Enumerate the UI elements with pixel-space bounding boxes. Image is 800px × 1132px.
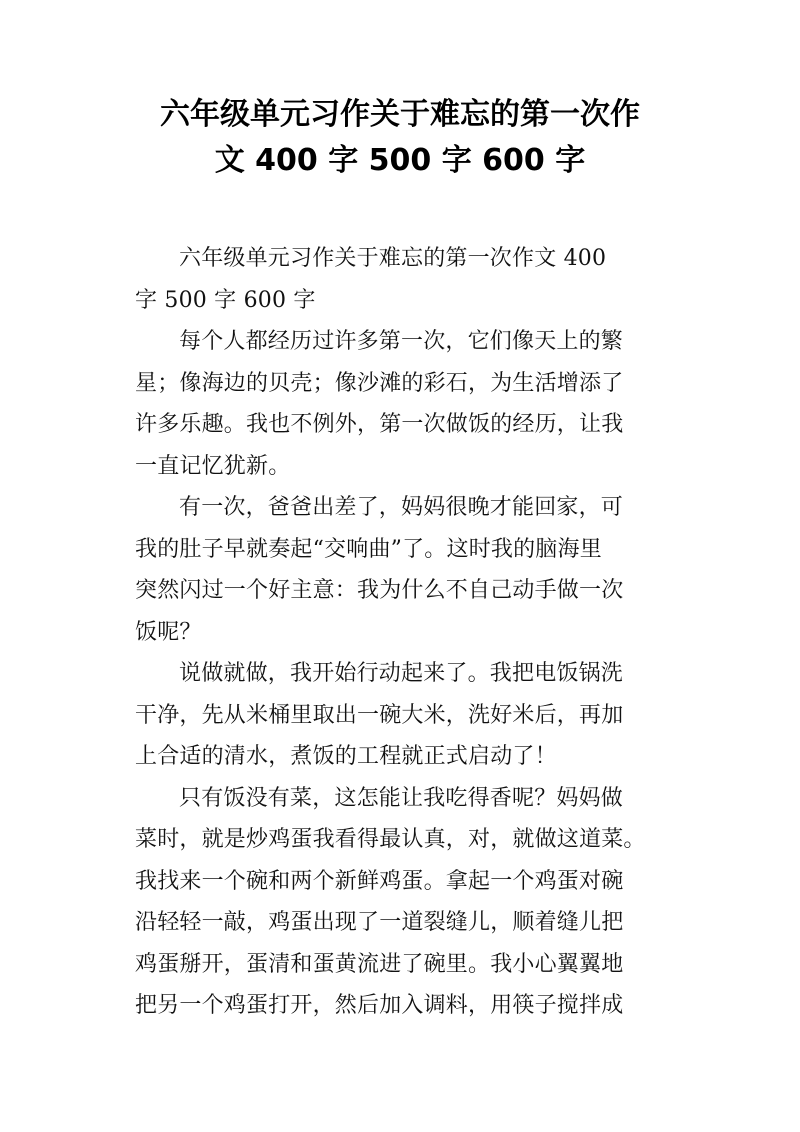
text-line: 许多乐趣。我也不例外，第一次做饭的经历，让我 — [135, 412, 624, 437]
text-line: 突然闪过一个好主意：我为什么不自己动手做一次 — [135, 578, 624, 603]
paragraph — [135, 321, 685, 487]
text-line: 字 500 字 600 字 — [135, 287, 316, 313]
text-line: 我找来一个碗和两个新鲜鸡蛋。拿起一个鸡蛋对碗 — [135, 868, 624, 894]
text-line: 干净，先从米桶里取出一碗大米，洗好米后，再加 — [135, 702, 624, 728]
text-line: 把另一个鸡蛋打开，然后加入调料，用筷子搅拌成 — [135, 993, 624, 1018]
text-line: 说做就做，我开始行动起来了。我把电饭锅洗 — [179, 661, 624, 686]
text-line: 每个人都经历过许多第一次，它们像天上的繁 — [179, 329, 624, 354]
title-line: 文 400 字 500 字 600 字 — [214, 143, 586, 178]
document-body — [135, 238, 685, 1027]
paragraph — [135, 778, 685, 1027]
text-line: 饭呢？ — [135, 619, 202, 645]
text-line: 我的肚子早就奏起“交响曲”了。这时我的脑海里 — [135, 536, 602, 562]
text-line: 上合适的清水，煮饭的工程就正式启动了！ — [135, 744, 557, 769]
text-line: 只有饭没有菜，这怎能让我吃得香呢？妈妈做 — [179, 785, 624, 811]
paragraph-subtitle — [135, 238, 685, 321]
text-line: 六年级单元习作关于难忘的第一次作文 400 — [179, 246, 607, 271]
text-line: 菜时，就是炒鸡蛋我看得最认真，对，就做这道菜。 — [135, 827, 646, 852]
document-title — [100, 92, 700, 184]
paragraph — [135, 653, 685, 778]
text-line: 有一次，爸爸出差了，妈妈很晚才能回家，可 — [179, 495, 624, 520]
text-line: 沿轻轻一敲，鸡蛋出现了一道裂缝儿，顺着缝儿把 — [135, 910, 624, 935]
text-line: 鸡蛋掰开，蛋清和蛋黄流进了碗里。我小心翼翼地 — [135, 951, 624, 977]
paragraph — [135, 487, 685, 653]
text-line: 一直记忆犹新。 — [135, 453, 291, 479]
title-line: 六年级单元习作关于难忘的第一次作 — [160, 97, 640, 132]
text-line: 星；像海边的贝壳；像沙滩的彩石，为生活增添了 — [135, 370, 624, 396]
